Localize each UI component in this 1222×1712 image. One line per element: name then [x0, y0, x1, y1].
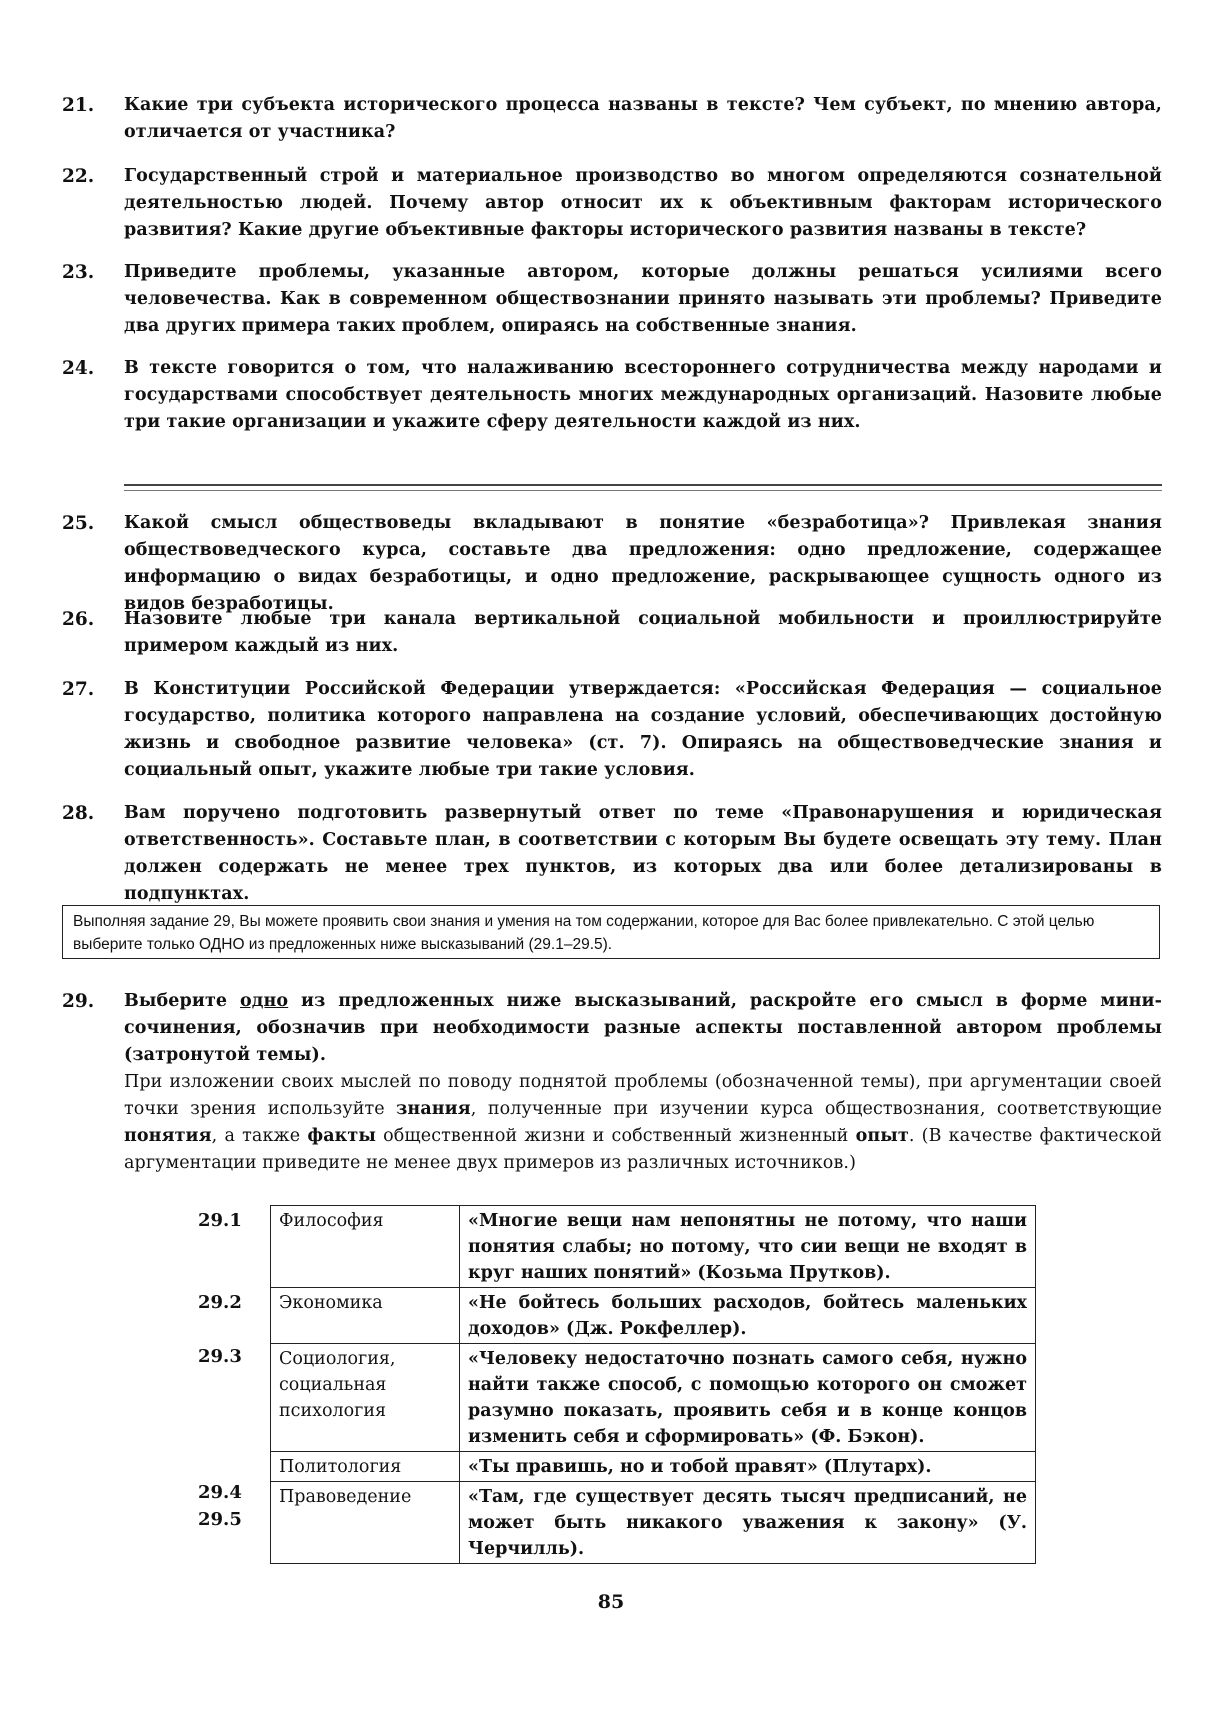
- question-text: Какой смысл обществоведы вкладывают в понятие «безработица»? Привлекая знания обществоведческого курса, составьте два предложения: одно предложение, содержащее информацию о видах безработицы, и одно предложение, раскрывающее сущность одного из видов безработицы.: [124, 513, 1162, 614]
- question-26: [62, 606, 1162, 660]
- question-number: 26.: [62, 609, 95, 630]
- question-22: [62, 163, 1162, 244]
- option-code: 29.4: [198, 1482, 242, 1503]
- question-number: 29.: [62, 991, 95, 1012]
- question-text: [124, 988, 1162, 1177]
- option-code: 29.3: [198, 1346, 242, 1367]
- question-number: 21.: [62, 95, 95, 116]
- option-area: Социология, социальная психология: [271, 1344, 460, 1452]
- question-24: [62, 355, 1162, 436]
- emphasis-one: одно: [239, 991, 289, 1011]
- option-area: Правоведение: [271, 1482, 460, 1564]
- question-text: В тексте говорится о том, что налаживанию всестороннего сотрудничества между народами и государствами способствует деятельность многих международных организаций. Назовите любые три такие организации и укажите сферу деятельности каждой из них.: [124, 358, 1162, 432]
- section-divider: [124, 484, 1162, 486]
- option-quote: «Там, где существует десять тысяч предписаний, не может быть никакого уважения к закону» (У. Черчилль).: [460, 1482, 1036, 1564]
- option-area: Философия: [271, 1206, 460, 1288]
- question-number: 27.: [62, 679, 95, 700]
- question-number: 24.: [62, 358, 95, 379]
- option-area: Политология: [271, 1452, 460, 1482]
- page-number: 85: [597, 1591, 625, 1613]
- question-21: [62, 92, 1162, 146]
- question-text: Назовите любые три канала вертикальной социальной мобильности и проиллюстрируйте примером каждый из них.: [124, 609, 1162, 656]
- question-number: 28.: [62, 803, 95, 824]
- option-code: 29.2: [198, 1292, 242, 1313]
- table-row: [271, 1452, 1036, 1482]
- table-row: [271, 1344, 1036, 1452]
- question-text: В Конституции Российской Федерации утверждается: «Российская Федерация — социальное государство, политика которого направлена на создание условий, обеспечивающих достойную жизнь и свободное развитие человека» (ст. 7). Опираясь на обществоведческие знания и социальный опыт, укажите любые три такие условия.: [124, 679, 1162, 780]
- option-code: 29.1: [198, 1210, 242, 1231]
- question-29-paragraph-1: Выберите одно из предложенных ниже высказываний, раскройте его смысл в форме мини-сочинения, обозначив при необходимости разные аспекты поставленной автором проблемы (затронутой темы).: [124, 991, 1162, 1065]
- question-text: Вам поручено подготовить развернутый ответ по теме «Правонарушения и юридическая ответственность». Составьте план, в соответствии с которым Вы будете освещать эту тему. План должен содержать не менее трех пунктов, из которых два или более детализированы в подпунктах.: [124, 803, 1162, 904]
- question-23: [62, 259, 1162, 340]
- instruction-note: Выполняя задание 29, Вы можете проявить свои знания и умения на том содержании, которое для Вас более привлекательно. С этой целью выберите только ОДНО из предложенных ниже высказываний (29.1–29.5).: [62, 905, 1160, 959]
- table-row: [271, 1288, 1036, 1344]
- question-29-paragraph-2: При изложении своих мыслей по поводу поднятой проблемы (обозначенной темы), при аргументации своей точки зрения используйте знания, полученные при изучении курса обществознания, соответствующие понятия, а также факты общественной жизни и собственный жизненный опыт. (В качестве фактической аргументации приведите не менее двух примеров из различных источников.): [124, 1072, 1162, 1173]
- option-quote: «Не бойтесь больших расходов, бойтесь маленьких доходов» (Дж. Рокфеллер).: [460, 1288, 1036, 1344]
- option-quote: «Ты правишь, но и тобой правят» (Плутарх).: [460, 1452, 1036, 1482]
- quotes-table: [270, 1205, 1036, 1564]
- section-divider-thin: [124, 490, 1162, 491]
- question-text: Приведите проблемы, указанные автором, которые должны решаться усилиями всего человечества. Как в современном обществознании принято называть эти проблемы? Приведите два других примера таких проблем, опираясь на собственные знания.: [124, 262, 1162, 336]
- question-29: [62, 988, 1162, 1177]
- option-quote: «Многие вещи нам непонятны не потому, что наши понятия слабы; но потому, что сии вещи не входят в круг наших понятий» (Козьма Прутков).: [460, 1206, 1036, 1288]
- question-number: 23.: [62, 262, 95, 283]
- table-row: [271, 1206, 1036, 1288]
- question-number: 25.: [62, 513, 95, 534]
- question-28: [62, 800, 1162, 908]
- option-quote: «Человеку недостаточно познать самого себя, нужно найти также способ, с помощью которого он сможет разумно показать, проявить себя и в конце концов изменить себя и сформировать» (Ф. Бэкон).: [460, 1344, 1036, 1452]
- question-number: 22.: [62, 166, 95, 187]
- question-text: Государственный строй и материальное производство во многом определяются сознательной деятельностью людей. Почему автор относит их к объективным факторам исторического развития? Какие другие объективные факторы исторического развития названы в тексте?: [124, 166, 1162, 240]
- question-text: Какие три субъекта исторического процесса названы в тексте? Чем субъект, по мнению автора, отличается от участника?: [124, 95, 1162, 142]
- table-row: [271, 1482, 1036, 1564]
- question-27: [62, 676, 1162, 784]
- option-code: 29.5: [198, 1509, 242, 1530]
- option-area: Экономика: [271, 1288, 460, 1344]
- question-25: [62, 510, 1162, 618]
